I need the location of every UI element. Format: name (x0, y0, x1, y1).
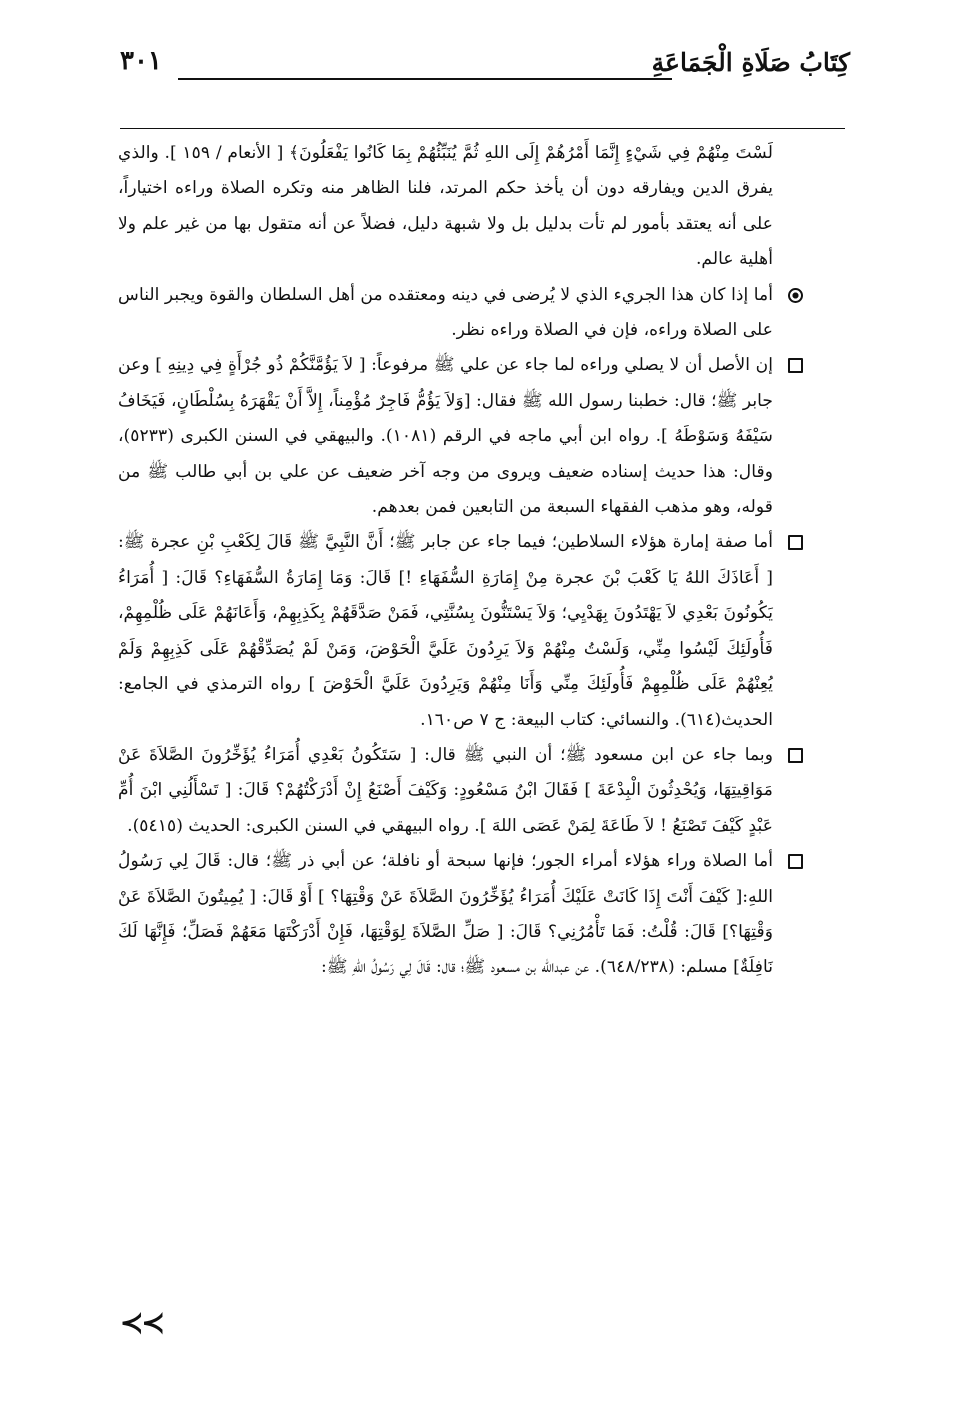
page-number: ٣٠١ (120, 46, 162, 76)
paragraph (118, 348, 773, 525)
header-rule (178, 78, 672, 80)
paragraph-text: أما صفة إمارة هؤلاء السلاطين؛ فيما جاء عن جابر ﷺ؛ أَنَّ النَّبِيَّ ﷺ قَالَ لِكَعْبِ بْنِ عجرة ﷺ: [ أَعَاذَكَ اللهُ يَا كَعْبَ بْنَ عجرة مِنْ إِمَارَةِ السُّفَهَاءِ !] قَالَ: وَمَا إِمَارَةُ السُّفَهَاءِ؟ قَالَ: [ أُمَرَاءُ يَكُونُونَ بَعْدِي لاَ يَهْتَدُونَ بِهَدْيِي؛ وَلاَ يَسْتَنُّونَ بِسُنَّتِي، فَمَنْ صَدَّقَهُمْ بِكَذِبِهِمْ، وَأَعَانَهُمْ عَلَى ظُلْمِهِمْ، فَأُولَئِكَ لَيْسُوا مِنِّي، وَلَسْتُ مِنْهُمْ وَلاَ يَرِدُونَ عَلَيَّ الْحَوْضَ، وَمَنْ لَمْ يُصَدِّقْهُمْ عَلَى كَذِبِهِمْ وَلَمْ يُعِنْهُمْ عَلَى ظُلْمِهِمْ فَأُولَئِكَ مِنِّي وَأَنَا مِنْهُمْ وَيَرِدُونَ عَلَيَّ الْحَوْضَ ] رواه الترمذي في الجامع: الحديث(٦١٤). والنسائي: كتاب البيعة: ج ٧ ص١٦٠. (118, 532, 773, 730)
bullet-square-icon (788, 358, 803, 373)
paragraph (118, 278, 773, 349)
paragraph (118, 738, 773, 844)
paragraph-text: إن الأصل أن لا يصلي وراءه لما جاء عن علي ﷺ مرفوعاً: [ لاَ يَؤُمَّنَّكُمْ ذُو جُرْأَةٍ فِي دِينِهِ ] وعن جابر ﷺ؛ قال: خطبنا رسول الله ﷺ فقال: [وَلاَ يَؤُمُّ فَاجِرٌ مُؤْمِناً، إِلاَّ أَنْ يَقْهَرَهُ بِسُلْطَانٍ، فَيَخَافُ سَيْفَهُ وَسَوْطَهُ ]. رواه ابن أبي ماجه في الرقم (١٠٨١). والبيهقي في السنن الكبرى (٥٢٣٣)، وقال: هذا حديث إسناده ضعيف ويروى من وجه آخر ضعيف عن علي بن أبي طالب ﷺ من قوله، وهو مذهب الفقهاء السبعة من التابعين فمن بعدهم. (118, 355, 773, 518)
body-text (118, 136, 773, 986)
running-title: كِتَابُ صَلَاةِ الْجَمَاعَةِ (651, 48, 850, 77)
page-header (120, 44, 850, 94)
bullet-square-icon (788, 535, 803, 550)
bullet-square-icon (788, 854, 803, 869)
paragraph-text: أما إذا كان هذا الجريء الذي لا يُرضى في دينه ومعتقده من أهل السلطان والقوة ويجبر الناس على الصلاة وراءه، فإن في الصلاة وراءه نظر. (118, 284, 773, 341)
continuation-mark: ≺≺ (120, 1306, 163, 1339)
paragraph (118, 136, 773, 278)
top-divider (120, 128, 845, 129)
paragraph-text: لَسْتَ مِنْهُمْ فِي شَيْءٍ إِنَّمَا أَمْرُهُمْ إِلَى اللهِ ثُمَّ يُنَبِّئُهُمْ بِمَا كَانُوا يَفْعَلُونَ﴾ [ الأنعام / ١٥٩ ]. والذي يفرق الدين ويفارقه دون أن يأخذ حكم المرتد، فلنا الظاهر منه وتكره الصلاة وراءه اختياراً، على أنه يعتقد بأمور لم تأت بدليل بل ولا شبهة دليل، فضلاً عن أنه متقول بها من غير علم ولا أهلية عالم. (118, 143, 773, 270)
paragraph (118, 844, 773, 986)
paragraph (118, 525, 773, 737)
bullet-square-icon (788, 748, 803, 763)
paragraph-text: أما الصلاة وراء هؤلاء أمراء الجور؛ فإنها سبحة أو نافلة؛ عن أبي ذر ﷺ؛ قال: قَالَ لِي رَسُولُ اللهِ:[ كَيْفَ أَنْتَ إِذَا كَانَتْ عَلَيْكَ أُمَرَاءُ يُؤَخِّرُونَ الصَّلاَةَ عَنْ وَقْتِهَا؟ ] أَوْ قَالَ: [ يُمِيتُونَ الصَّلاَةَ عَنْ وَقْتِهَا؟] قَالَ: قُلْتُ: فَمَا تَأْمُرُنِي؟ قَالَ: [ صَلِّ الصَّلاَةَ لِوَقْتِهَا، فَإِنْ أَدْرَكْتَهَا مَعَهُمْ فَصَلِّ؛ فَإِنَّهَا لَكَ نَافِلَةٌ] مسلم: (٦٤٨/٢٣٨). عن عبدالله بن مسعود ﷺ؛ قال: قَالَ لِي رَسُولُ اللهِ ﷺ: (118, 851, 773, 978)
paragraph-text: وبما جاء عن ابن مسعود ﷺ؛ أن النبي ﷺ قال: [ سَتَكُونُ بَعْدِي أُمَرَاءُ يُؤَخِّرُونَ الصَّلاَةَ عَنْ مَوَاقِيتِهَا، وَيُحْدِثُونَ الْبِدْعَةَ ] فَقَالَ ابْنُ مَسْعُودٍ: وَكَيْفَ أَصْنَعُ إِنْ أَدْرَكْتُهُمْ؟ قَالَ: [ تَسْأَلُنِي ابْنَ أُمِّ عَبْدٍ كَيْفَ تَصْنَعُ ! لاَ طَاعَةَ لِمَنْ عَصَى اللهَ ]. رواه البيهقي في السنن الكبرى: الحديث (٥٤١٥). (118, 744, 773, 836)
bullet-circle-icon (788, 288, 803, 303)
